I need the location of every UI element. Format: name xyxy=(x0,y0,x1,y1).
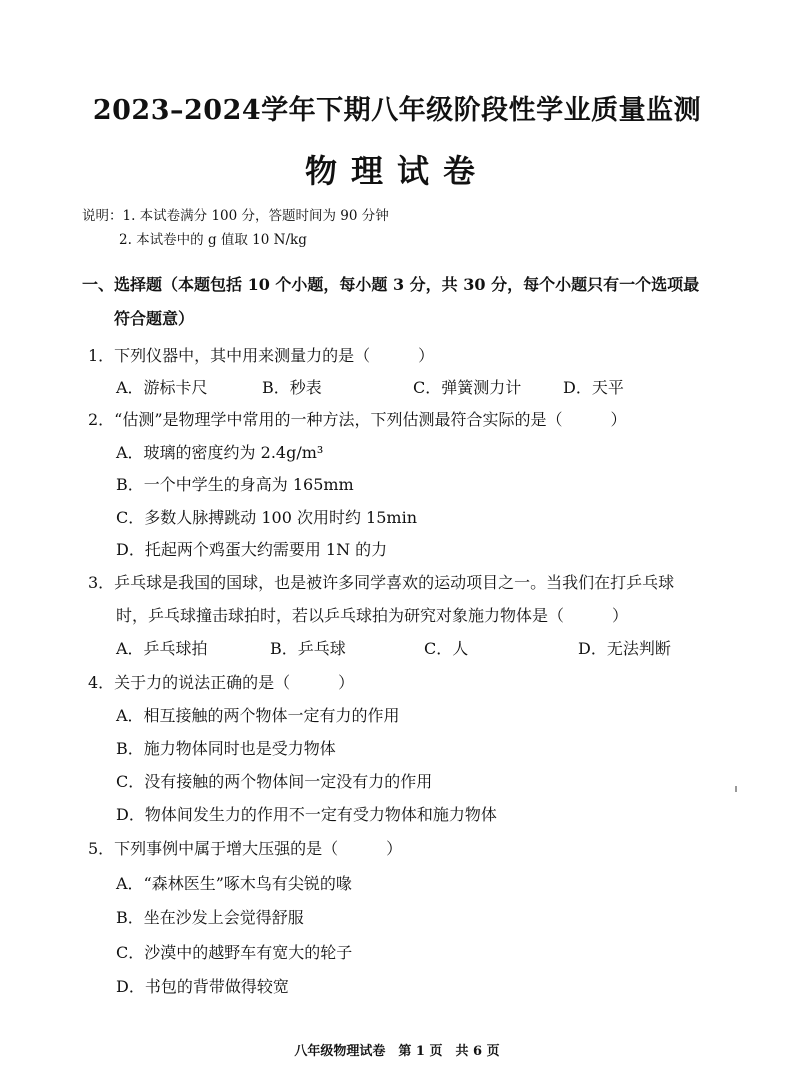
question-5-stem: 5．下列事例中属于增大压强的是（ ） xyxy=(88,839,403,858)
section-heading-line-1: 一、选择题（本题包括 10 个小题，每小题 3 分，共 30 分，每个小题只有一个选项最 xyxy=(82,275,700,294)
instruction-1: 1. 本试卷满分 100 分，答题时间为 90 分钟 xyxy=(122,208,389,224)
question-1-option-c: C．弹簧测力计 xyxy=(413,378,522,397)
instructions-label: 说明： xyxy=(82,208,123,224)
question-5-option-a: A．“森林医生”啄木鸟有尖锐的喙 xyxy=(116,874,352,893)
exam-subject: 物理试卷 xyxy=(304,152,489,190)
question-3-stem: 3．乒乓球是我国的国球，也是被许多同学喜欢的运动项目之一。当我们在打乒乓球 xyxy=(88,573,675,592)
question-1-option-a: A．游标卡尺 xyxy=(116,378,208,397)
question-3-option-b: B．乒乓球 xyxy=(270,639,346,658)
question-3-stem-continued: 时，乒乓球撞击球拍时，若以乒乓球拍为研究对象施力物体是（ ） xyxy=(116,606,629,625)
instruction-2: 2. 本试卷中的 g 值取 10 N/kg xyxy=(119,232,307,248)
page-footer: 八年级物理试卷 第 1 页 共 6 页 xyxy=(294,1044,500,1059)
question-1-option-d: D．天平 xyxy=(563,378,624,397)
question-1-stem: 1．下列仪器中，其中用来测量力的是（ ） xyxy=(88,346,435,365)
question-2-option-d: D．托起两个鸡蛋大约需要用 1N 的力 xyxy=(116,540,388,559)
question-2-stem: 2．“估测”是物理学中常用的一种方法，下列估测最符合实际的是（ ） xyxy=(88,410,627,429)
question-3-option-d: D．无法判断 xyxy=(578,639,671,658)
scan-speck xyxy=(735,786,737,792)
question-1-option-b: B．秒表 xyxy=(262,378,322,397)
question-4-stem: 4．关于力的说法正确的是（ ） xyxy=(88,673,355,692)
question-2-option-c: C．多数人脉搏跳动 100 次用时约 15min xyxy=(116,508,417,527)
question-4-option-b: B．施力物体同时也是受力物体 xyxy=(116,739,336,758)
question-3-option-c: C．人 xyxy=(424,639,469,658)
section-heading xyxy=(82,268,722,336)
question-2-option-b: B．一个中学生的身高为 165mm xyxy=(116,475,354,494)
question-3-option-a: A．乒乓球拍 xyxy=(116,639,208,658)
question-5-option-c: C．沙漠中的越野车有宽大的轮子 xyxy=(116,943,353,962)
question-5-option-b: B．坐在沙发上会觉得舒服 xyxy=(116,908,304,927)
question-2-option-a: A．玻璃的密度约为 2.4g/m³ xyxy=(116,443,324,462)
question-5-option-d: D．书包的背带做得较宽 xyxy=(116,977,289,996)
section-heading-line-2: 符合题意） xyxy=(114,309,195,328)
question-4-option-d: D．物体间发生力的作用不一定有受力物体和施力物体 xyxy=(116,805,497,824)
question-4-option-c: C．没有接触的两个物体间一定没有力的作用 xyxy=(116,772,433,791)
question-4-option-a: A．相互接触的两个物体一定有力的作用 xyxy=(116,706,400,725)
instructions xyxy=(82,204,389,252)
exam-title: 2023–2024学年下期八年级阶段性学业质量监测 xyxy=(92,95,702,126)
